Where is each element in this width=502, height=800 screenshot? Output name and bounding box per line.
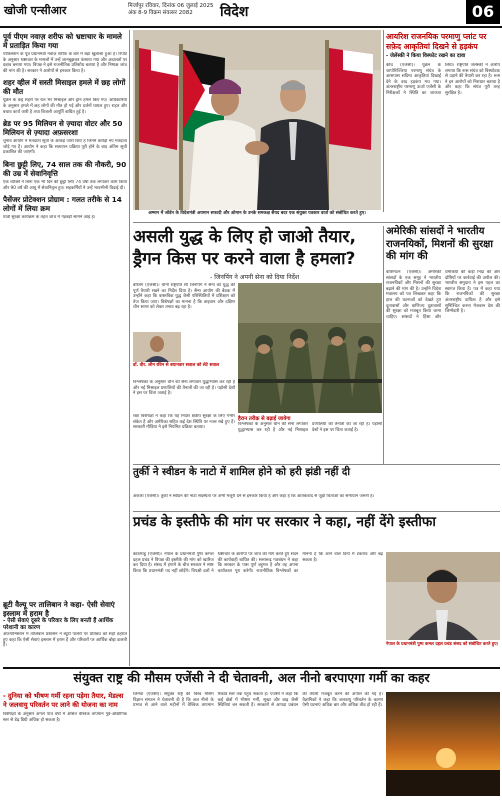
soldiers-photo <box>238 283 382 413</box>
right-mid-article <box>386 226 500 264</box>
nepal-photo <box>386 552 500 640</box>
turkey-headline: तुर्की ने स्वीडन के नाटो में शामिल होने को हरी झंडी नहीं दी <box>133 467 350 478</box>
article-headline: बिना छुट्टी लिए, 74 साल तक की नौकरी, 90 की उम्र में सेवानिवृत्ति <box>3 159 127 178</box>
heat-body-left: विशेषज्ञों के अनुसार अगले पांच वर्षों में औसत वैश्विक तापमान पूर्व-औद्योगिक स्तर से डेढ़ डिग्री अधिक हो सकता है। <box>3 712 127 723</box>
article-headline: अमेरिकी सांसदों ने भारतीय राजनयिकों, मिशनों की सुरक्षा की मांग की <box>386 226 493 262</box>
left-article <box>3 32 127 74</box>
lead-photo <box>133 30 381 210</box>
ministers-handshake-illustration <box>133 30 381 210</box>
article-body: कीव (एजेंसी)। यूक्रेन के जापोरिज्जिया परमाणु संयंत्र के आसपास संदिग्ध आकृतियां दिखाई देने के बाद हड़कंप मच गया। अंतरराष्ट्रीय परमाणु ऊर्जा एजेंसी के निरीक्षकों ने स्थिति का जायजा लिया। राष्ट्रपति जेलेंस्की ने आरोप लगाया कि रूस संयंत्र को विस्फोटक से उड़ाने की तैयारी कर रहा है। रूस ने इन आरोपों को निराधार बताया है और कहा कि संयंत्र पूरी तरह सुरक्षित है। <box>386 63 500 96</box>
article-body: एक व्यक्ति ने बिना एक भी दिन की छुट्टी लिए 74 वर्षों तक लगातार काम किया और 90 वर्ष की आयु में सेवानिवृत्त हुए। सहकर्मियों ने उन्हें भावभीनी विदाई दी। <box>3 179 127 191</box>
article-body: यात्री सुरक्षा कार्यक्रम के तहत जांच में गड़बड़ी सामने आई है। <box>3 215 96 221</box>
article-body: वॉशिंगटन (एजेंसी)। अमेरिकी सांसदों के एक समूह ने भारतीय राजनयिकों और मिशनों की सुरक्षा बढ़ाने की मांग की है। उन्होंने विदेश मंत्रालय को पत्र लिखकर कहा कि हाल की घटनाओं को देखते हुए दूतावासों और वाणिज्य दूतावासों की सुरक्षा को मजबूत किया जाना चाहिए। सांसदों ने हिंसा और धमकियों की कड़ी निंदा की और दोषियों पर कार्रवाई की अपील की। भारतीय समुदाय ने इस पहल का स्वागत किया है। पत्र में कहा गया कि राजनयिकों की सुरक्षा अंतरराष्ट्रीय दायित्व है और इसे सुनिश्चित करना मेजबान देश की जिम्मेदारी है। <box>386 270 500 320</box>
article-subhead: - ऐसी सेवाएं दूसरे के परिवार के लिए बनती हैं आर्थिक परेशानी का कारण <box>3 618 114 631</box>
left-article <box>3 160 127 191</box>
masthead <box>0 0 502 28</box>
article-body: अफगानिस्तान में तालिबान प्रशासन ने ब्यूटी पार्लरों पर प्रतिबंध को सही ठहराते हुए कहा कि ऐसी सेवाएं इस्लाम में हराम हैं और परिवारों पर आर्थिक बोझ डालती हैं। <box>3 632 127 649</box>
inset-caption: डॉ. वीर. लीन रविन से बयानवार सवाल को लेटे सवाल <box>133 363 220 368</box>
main-story-body-continued: विश्लेषकों के अनुसार चीन की सेना लगातार युद्धाभ्यास कर रही है और नई मिसाइल प्रणालियों की तैनाती की जा रही है। पड़ोसी देशों ने इस पर चिंता जताई है। <box>133 380 235 397</box>
nepal-headline: प्रचंड के इस्तीफे की मांग पर सरकार ने कहा, नहीं देंगे इस्तीफा <box>133 514 436 530</box>
left-column <box>3 30 127 598</box>
section-title: विदेश <box>220 4 249 20</box>
issue-date: मिर्जापुर रविवार, दिनांक 06 जुलाई 2025 <box>128 3 214 9</box>
section-divider <box>3 667 500 669</box>
article-subhead: - जेलेंस्की ने किया विस्फोट रखने का दावा <box>386 53 466 59</box>
section-divider <box>133 222 500 223</box>
heat-body: जिनेवा (एजेंसी)। संयुक्त राष्ट्र की विश्व मौसम विज्ञान संगठन ने चेतावनी दी है कि अल नीनो के प्रभाव से आने वाले महीनों में वैश्विक तापमान रिकॉर्ड स्तर तक पहुंच सकता है। एजेंसी ने कहा कि कई क्षेत्रों में भीषण गर्मी, सूखा और बाढ़ जैसी स्थितियां बन सकती हैं। सरकारों से आपदा प्रबंधन की तैयारी मजबूत करने की अपील की गई है। वैज्ञानिकों ने कहा कि जलवायु परिवर्तन के कारण ऐसी घटनाएं अधिक बार और अधिक तीव्र हो रही हैं। <box>133 692 383 709</box>
brand-name: खोजी एन्सीआर <box>4 4 67 17</box>
right-top-article <box>386 32 500 210</box>
column-divider <box>129 30 130 666</box>
main-story-body-continued: विश्लेषकों के अनुसार चीन की सेना लगातार युद्धाभ्यास कर रही है और नई मिसाइल प्रणालियों की तैनाती की जा रही है। पड़ोसी देशों ने इस पर चिंता जताई है। <box>238 422 382 433</box>
heat-photo <box>386 692 500 796</box>
left-article <box>3 119 127 156</box>
heat-headline: संयुक्त राष्ट्र की मौसम एजेंसी ने दी चेतावनी, अल नीनो बरपाएगा गर्मी का कहर <box>73 670 430 685</box>
story-red-subhead: हैरान तरीक़ से बढ़ाई जायेगा <box>238 416 291 422</box>
article-headline: शहर व्हील में सस्ती मिसाइल हमले में छह लोगों की मौत <box>3 78 126 97</box>
inset-photo <box>133 332 181 362</box>
article-body: पाकिस्तान के पूर्व प्रधानमंत्री नवाज़ शरीफ के बारे में बड़ा खुलासा हुआ है। रिपोर्ट के अनुसार भ्रष्टाचार के मामलों में उन्हें जानबूझकर फंसाया गया और अदालतों पर दबाव बनाया गया। विपक्ष ने इसे राजनीतिक प्रतिशोध बताया है और निष्पक्ष जांच की मांग की है। सरकार ने आरोपों से इनकार किया है। <box>3 52 127 74</box>
page-number: 06 <box>466 0 500 24</box>
politician-illustration <box>386 552 500 640</box>
heat-subhead: - दुनिया को भीषण गर्मी रहना पड़ेगा तैयार, मेडल्स ने जलवायु परिवर्तन पर लाने की योजना का नाम <box>3 692 124 709</box>
article-headline: आयरिश राजनयिक परमाणु प्लांट पर सफ़ेद आकृतियां दिखने से हड़कंप <box>386 32 487 51</box>
left-bottom-article <box>3 600 127 664</box>
main-story-body: बीजिंग (एजेंसी)। चीनी राष्ट्रपति शी जिनपिंग ने सेना को युद्ध की पूर्ण तैयारी रखने का निर्देश दिया है। सैन्य आयोग की बैठक में उन्होंने कहा कि वास्तविक युद्ध जैसी परिस्थितियों में प्रशिक्षण को तेज किया जाए। विशेषज्ञों का मानना है कि ताइवान और दक्षिण चीन सागर को लेकर तनाव बढ़ रहा है। <box>133 283 235 311</box>
article-body: चुनाव आयोग ने मतदाता सूची के आंकड़े जारी किए हैं जिनमें करोड़ों नए मतदाता जोड़े गए हैं। आयोग ने कहा कि सत्यापन प्रक्रिया पूरी होने के बाद अंतिम सूची प्रकाशित की जाएगी। <box>3 139 127 156</box>
photo-caption: अम्मान में जॉर्डन के विदेशमंत्री अयमान सफादी और ओमान के उनके समकक्ष सैयद बदर एक संयुक्त पत्रकार वार्ता को संबोधित करते हुए। <box>148 211 366 216</box>
portrait-illustration <box>133 332 181 362</box>
article-body: यूक्रेन के कई शहरों पर रात भर मिसाइल और ड्रोन हमले किए गए। अधिकारियों के अनुसार हमले में छह लोगों की मौत हो गई और दर्जनों घायल हुए। राहत और बचाव कार्य जारी है तथा बिजली आपूर्ति बाधित हुई है। <box>3 98 127 115</box>
article-headline: पैसेंजर प्रोटेक्शन प्रोग्राम : गलत तरीके से 14 लोगों में लिया क्रम <box>3 195 122 214</box>
main-subhead: - जिनपिंग ने अपनी सेना को दिया निर्देश <box>210 274 300 281</box>
main-headline: असली युद्ध के लिए हो जाओ तैयार, ड्रैगन किस पर करने वाला है हमला? <box>133 227 356 269</box>
article-headline: ब्रेड पर 95 मिलियन से ज़्यादा वोटर और 50 मिलियन से ज़्यादा अफ़सरशा <box>3 119 123 138</box>
nepal-photo-caption: नेपाल के प्रधानमंत्री पुष्प कमल दहल प्रचंड संसद को संबोधित करते हुए। <box>386 642 499 647</box>
column-divider <box>383 30 384 212</box>
nepal-body: काठमांडू (एजेंसी)। नेपाल के प्रधानमंत्री पुष्प कमल दहल प्रचंड ने विपक्ष की इस्तीफे की मांग को खारिज कर दिया है। संसद में हंगामे के बीच सरकार ने स्पष्ट किया कि प्रधानमंत्री पद नहीं छोड़ेंगे। विपक्षी दलों ने भ्रष्टाचार के आरोपों पर जांच की मांग करते हुए सदन की कार्यवाही बाधित की। सत्तारूढ़ गठबंधन ने कहा कि सरकार के पास पूर्ण बहुमत है और वह अपना कार्यकाल पूरा करेगी। राजनीतिक विश्लेषकों का मानना है कि आने वाले दिनों में टकराव और बढ़ सकता है। <box>133 552 383 574</box>
left-article <box>3 195 127 221</box>
issue-number: अंक 8-9 विक्रम संवत्सर 2082 <box>128 10 193 16</box>
main-story-body-continued: रक्षा विशेषज्ञों ने कहा कि यह निर्देश क्षेत्रीय सुरक्षा के लिए गंभीर संकेत है और अमेरिका सहित कई देश स्थिति पर नजर रखे हुए हैं। सरकारी मीडिया ने इसे नियमित प्रक्रिया बताया। <box>133 414 235 431</box>
column-divider <box>383 226 384 464</box>
left-article <box>3 78 127 115</box>
sunset-illustration <box>386 692 500 796</box>
article-headline: ब्रूटी वैल्यू पर तालिबान ने कहा- ऐसी सेवाएं इस्लाम में हराम है <box>3 600 115 618</box>
soldiers-illustration <box>238 283 382 413</box>
turkey-body: अंकारा (एजेंसी)। तुर्की ने स्वीडन की नाटो सदस्यता पर अभी मंजूरी देने से इनकार किया है और कहा है कि आतंकवाद से जुड़ी चिंताओं का समाधान जरूरी है। <box>133 494 375 499</box>
section-divider <box>133 464 500 465</box>
article-headline: पूर्व पीएम नवाज़ शरीफ को भ्रष्टाचार के मामले में प्रताड़ित किया गया <box>3 32 122 50</box>
section-divider <box>133 511 500 512</box>
